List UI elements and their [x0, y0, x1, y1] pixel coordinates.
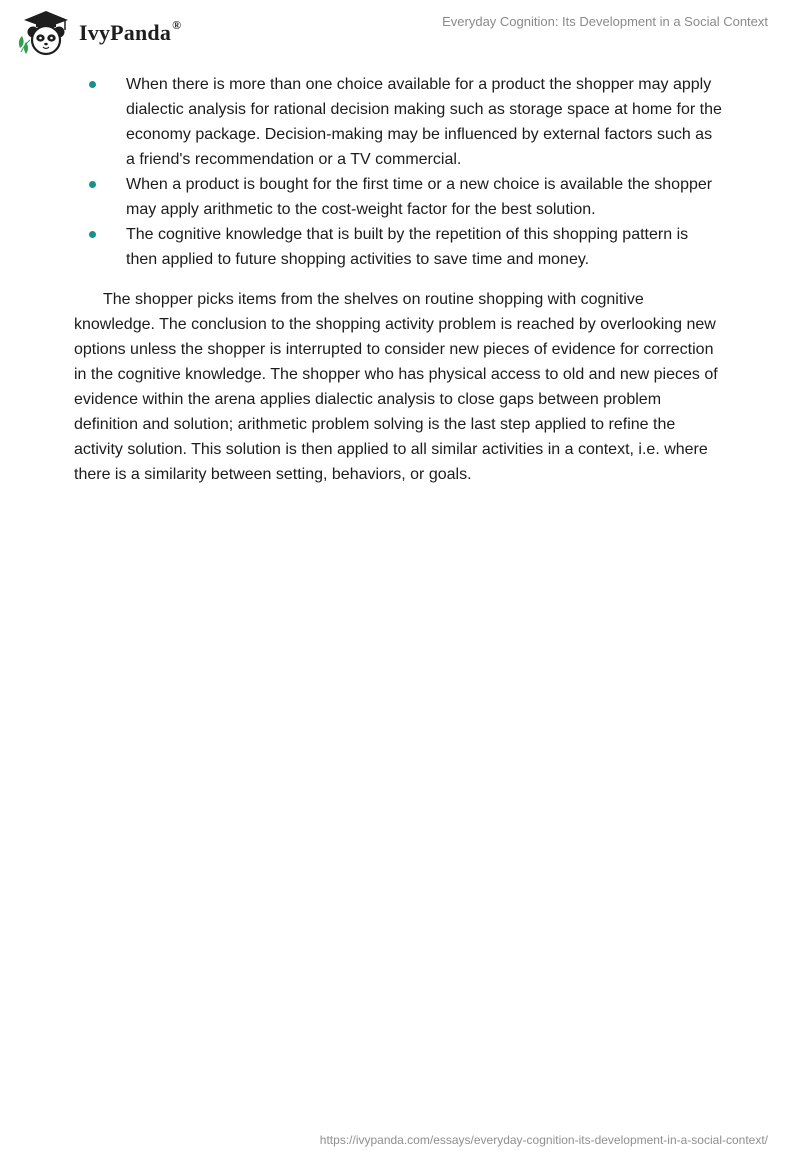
essay-body [74, 72, 722, 487]
ivypanda-logo[interactable] [16, 8, 188, 56]
list-item [74, 222, 722, 272]
bullet-dot-icon [89, 81, 96, 88]
bullet-dot-icon [89, 181, 96, 188]
bullet-list [74, 72, 722, 272]
page-header [0, 0, 800, 62]
source-url-link[interactable]: https://ivypanda.com/essays/everyday-cognition-its-development-in-a-social-context/ [319, 1133, 768, 1147]
document-title: Everyday Cognition: Its Development in a Social Context [442, 14, 768, 29]
registered-mark: ® [172, 18, 182, 32]
list-item-text: When a product is bought for the first time or a new choice is available the shopper may apply arithmetic to the cost-weight factor for the best solution. [126, 176, 713, 218]
panda-graduate-icon [16, 8, 76, 56]
logo-wordmark [79, 20, 181, 46]
body-paragraph: The shopper picks items from the shelves on routine shopping with cognitive knowledge. The conclusion to the shopping activity problem is reached by overlooking new options unless the shopper is interrupted to consider new pieces of evidence for correction in the cognitive knowledge. The shopper who has physical access to old and new pieces of evidence within the arena applies dialectic analysis to close gaps between problem definition and solution; arithmetic problem solving is the last step applied to refine the activity solution. This solution is then applied to all similar activities in a context, i.e. where there is a similarity between setting, behaviors, or goals. [74, 291, 718, 483]
logo-name: IvyPanda [79, 20, 172, 45]
list-item [74, 172, 722, 222]
bullet-dot-icon [89, 231, 96, 238]
list-item [74, 72, 722, 172]
list-item-text: When there is more than one choice available for a product the shopper may apply dialectic analysis for rational decision making such as storage space at home for the economy package. Decision-making may be influenced by external factors such as a friend's recommendation or a TV commercial. [126, 76, 722, 168]
list-item-text: The cognitive knowledge that is built by the repetition of this shopping pattern is then applied to future shopping activities to save time and money. [126, 226, 689, 268]
